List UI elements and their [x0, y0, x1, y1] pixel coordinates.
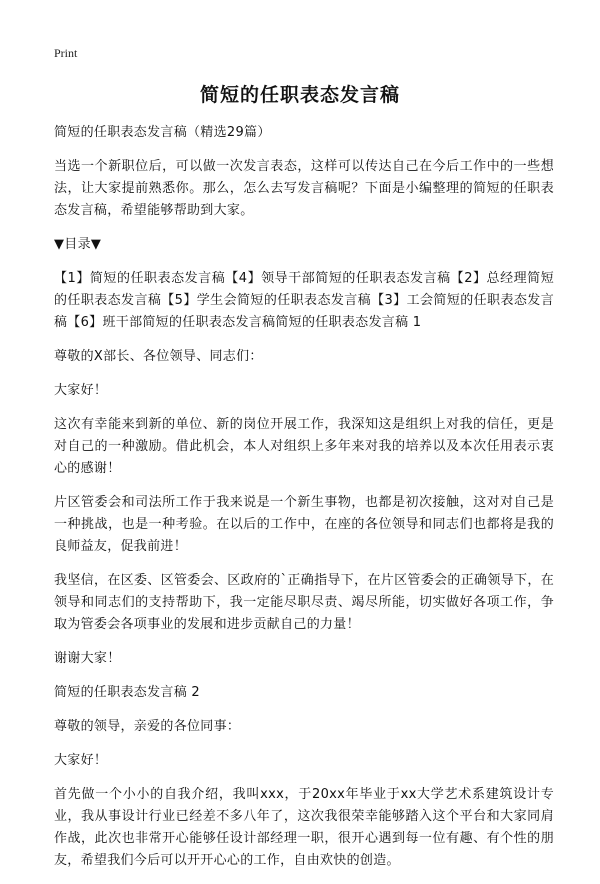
body-paragraph: 这次有幸能来到新的单位、新的岗位开展工作，我深知这是组织上对我的信任，更是对自己的一种激励。借此机会，本人对组织上多年来对我的培养以及本次任用表示衷心的感谢！: [54, 417, 554, 476]
print-link[interactable]: Print: [54, 46, 78, 60]
toc-links[interactable]: 【1】简短的任职表态发言稿【4】领导干部简短的任职表态发言稿【2】总经理简短的任职表态发言稿【5】学生会简短的任职表态发言稿【3】工会简短的任职表态发言稿【6】班干部简短的任职表态发言稿简短的任职表态发言稿 1: [54, 271, 554, 330]
salutation: 尊敬的领导，亲爱的各位同事：: [54, 719, 241, 734]
toc-heading: ▼目录▼: [54, 237, 102, 252]
body-paragraph: 片区管委会和司法所工作于我来说是一个新生事物，也都是初次接触，这对对自己是一种挑战，也是一种考验。在以后的工作中，在座的各位领导和同志们也都将是我的良师益友，促我前进！: [54, 495, 554, 554]
document-title: 简短的任职表态发言稿: [199, 84, 400, 106]
closing: 谢谢大家！: [54, 651, 121, 666]
document-body: [54, 122, 554, 884]
salutation: 尊敬的X部长、各位领导、同志们：: [54, 349, 263, 364]
section-heading: 简短的任职表态发言稿 2: [54, 685, 201, 700]
body-paragraph: 我坚信，在区委、区管委会、区政府的`正确指导下，在片区管委会的正确领导下，在领导和同志们的支持帮助下，我一定能尽职尽责、竭尽所能，切实做好各项工作，争取为管委会各项事业的发展和进步贡献自己的力量！: [54, 573, 554, 632]
greeting: 大家好！: [54, 753, 108, 768]
intro-paragraph: 当选一个新职位后，可以做一次发言表态，这样可以传达自己在今后工作中的一些想法，让大家提前熟悉你。那么，怎么去写发言稿呢？下面是小编整理的简短的任职表态发言稿，希望能够帮助到大家。: [54, 159, 554, 218]
body-paragraph: 首先做一个小小的自我介绍，我叫xxx，于20xx年毕业于xx大学艺术系建筑设计专业，我从事设计行业已经差不多八年了，这次我很荣幸能够踏入这个平台和大家同肩作战，此次也非常开心能够任设计部经理一职，很开心遇到每一位有趣、有个性的朋友，希望我们今后可以开开心心的工作，自由欢快的创造。: [54, 787, 554, 868]
greeting: 大家好！: [54, 383, 108, 398]
subtitle: 简短的任职表态发言稿（精选29篇）: [54, 125, 271, 140]
